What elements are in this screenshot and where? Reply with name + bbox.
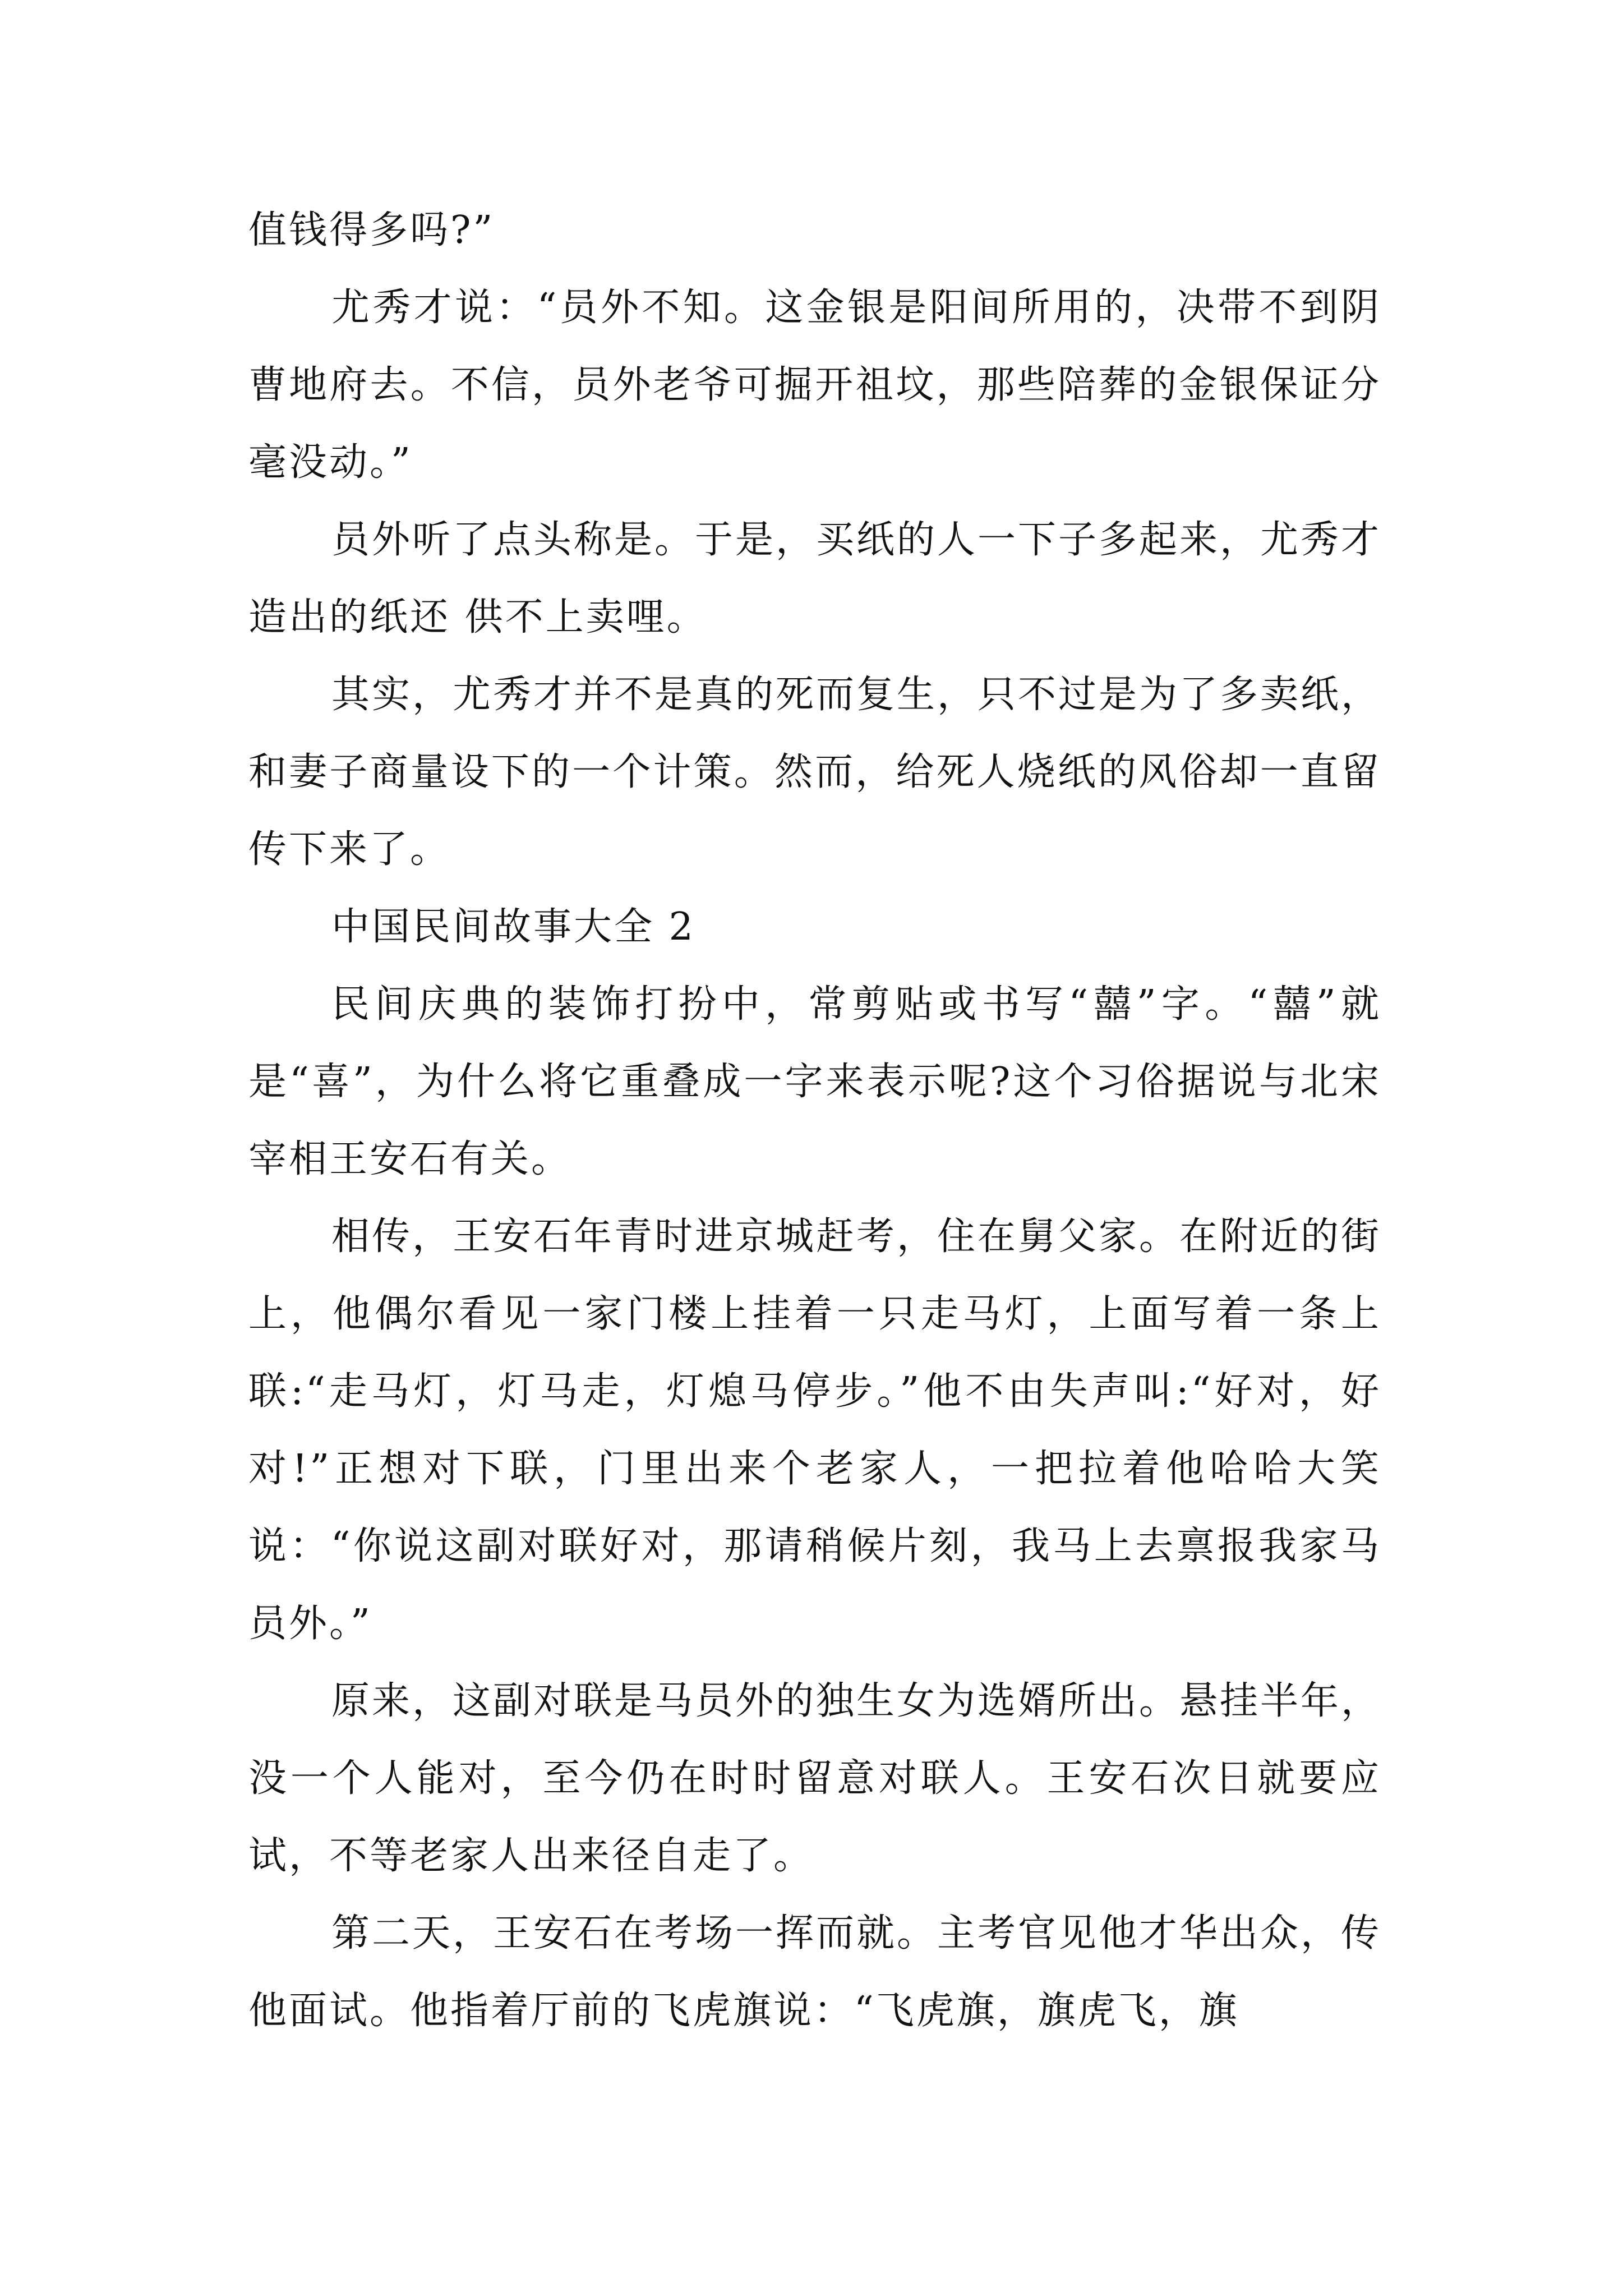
paragraph-7: 原来，这副对联是马员外的独生女为选婿所出。悬挂半年，没一个人能对，至今仍在时时留意对联人。王安石次日就要应试，不等老家人出来径自走了。 [248,1679,1382,1878]
paragraph-8: 第二天，王安石在考场一挥而就。主考官见他才华出众，传他面试。他指着厅前的飞虎旗说：“飞虎旗，旗虎飞，旗 [248,1911,1382,2033]
document-body [248,192,1381,2050]
paragraph-4: 其实，尤秀才并不是真的死而复生，只不过是为了多卖纸，和妻子商量设下的一个计策。然而，给死人烧纸的风俗却一直留传下来了。 [248,673,1382,872]
paragraph-1: 值钱得多吗?” [248,208,495,252]
paragraph-2: 尤秀才说：“员外不知。这金银是阳间所用的，决带不到阴曹地府去。不信，员外老爷可掘开祖坟，那些陪葬的金银保证分毫没动。” [248,286,1381,485]
section-heading: 中国民间故事大全 2 [331,905,695,949]
paragraph-3: 员外听了点头称是。于是，买纸的人一下子多起来，尤秀才造出的纸还 供不上卖哩。 [248,518,1382,639]
paragraph-5: 民间庆典的装饰打扮中，常剪贴或书写“囍”字。“囍”就是“喜”，为什么将它重叠成一字来表示呢?这个习俗据说与北宋宰相王安石有关。 [248,982,1381,1181]
paragraph-6: 相传，王安石年青时进京城赶考，住在舅父家。在附近的街上，他偶尔看见一家门楼上挂着一只走马灯，上面写着一条上联:“走马灯，灯马走，灯熄马停步。”他不由失声叫:“好对，好对!”正想对下联，门里出来个老家人，一把拉着他哈哈大笑说：“你说这副对联好对，那请稍候片刻，我马上去禀报我家马员外。” [248,1214,1382,1646]
